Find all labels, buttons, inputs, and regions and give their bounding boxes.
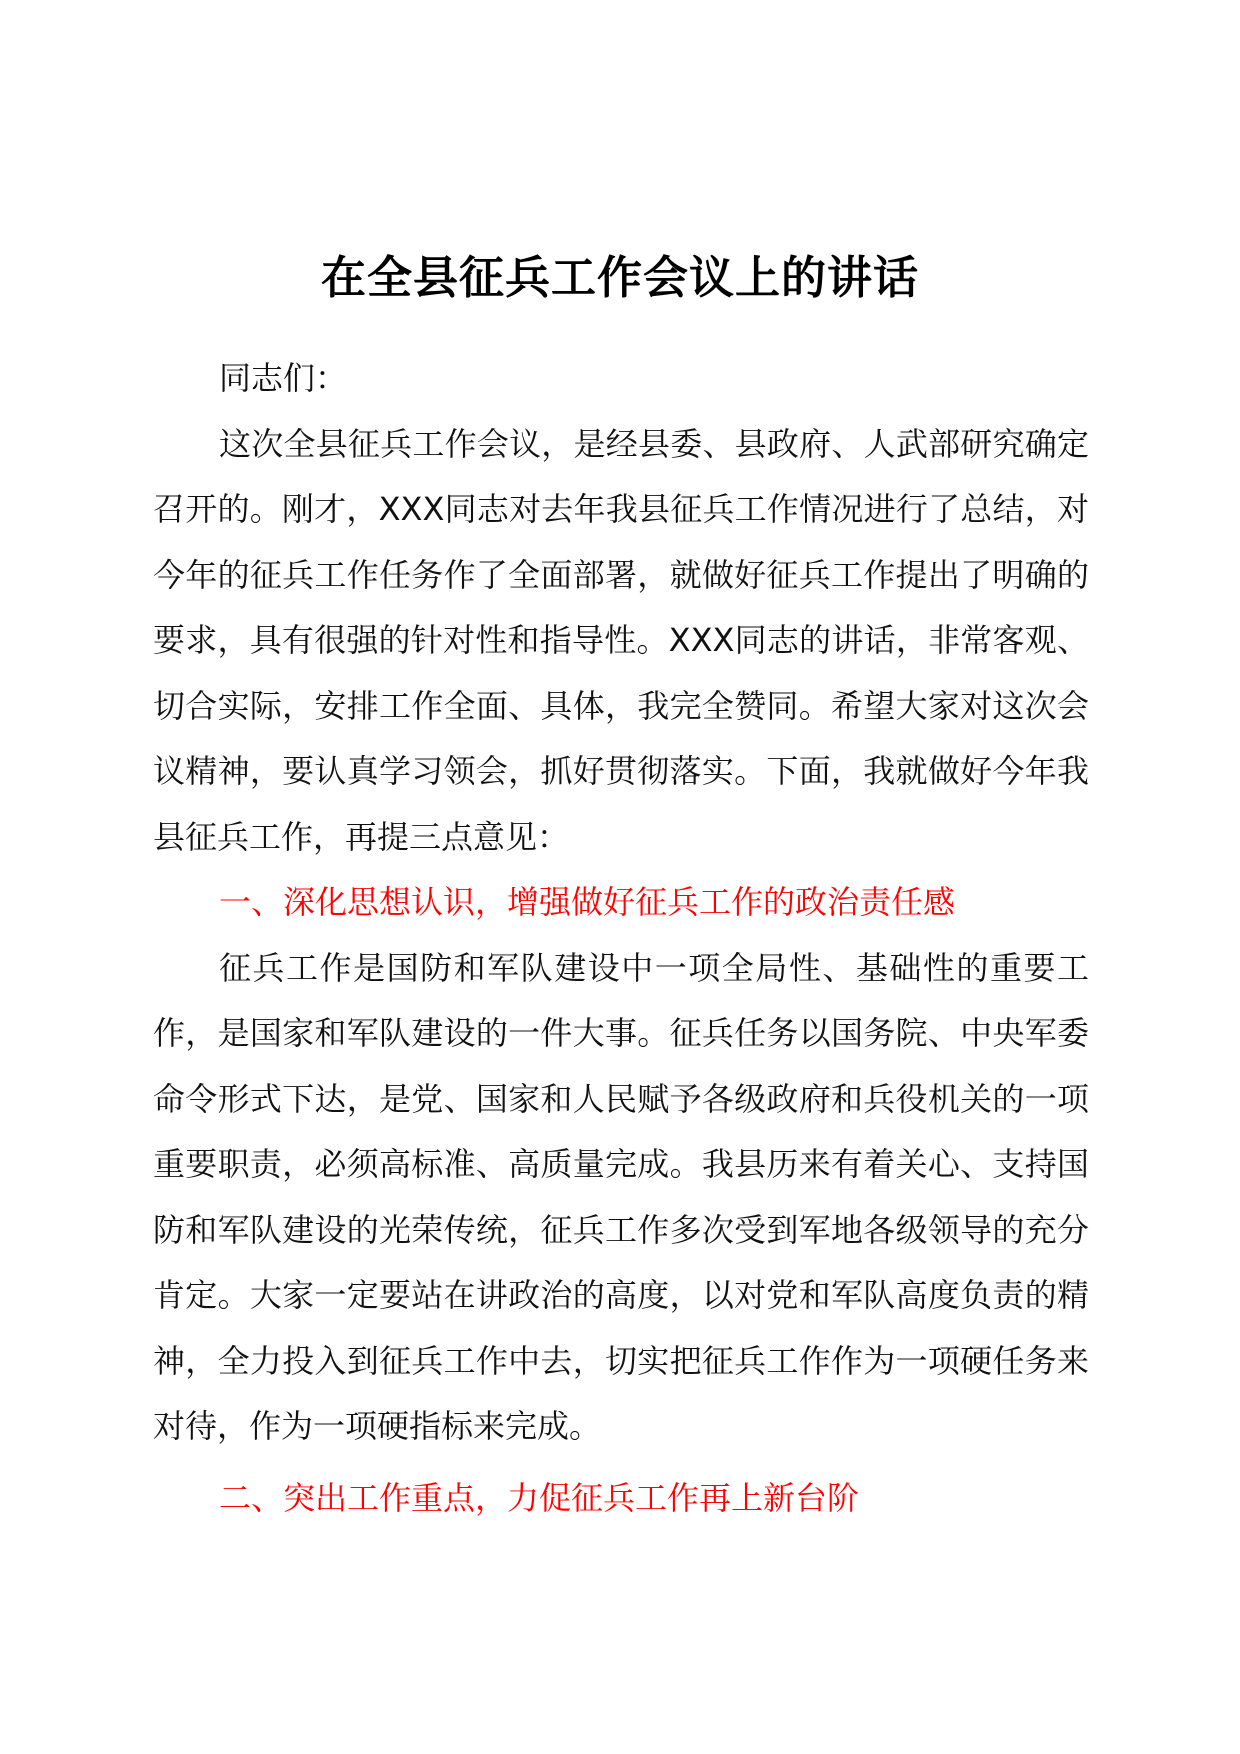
section-heading-1: 一、深化思想认识，增强做好征兵工作的政治责任感	[219, 883, 956, 921]
document-title: 在全县征兵工作会议上的讲话	[320, 251, 919, 304]
intro-paragraph: 这次全县征兵工作会议，是经县委、县政府、人武部研究确定召开的。刚才，XXX同志对去年我县征兵工作情况进行了总结，对今年的征兵工作任务作了全面部署，就做好征兵工作提出了明确的要求，具有很强的针对性和指导性。XXX同志的讲话，非常客观、切合实际，安排工作全面、具体，我完全赞同。希望大家对这次会议精神，要认真学习领会，抓好贯彻落实。下面，我就做好今年我县征兵工作，再提三点意见：	[153, 424, 1089, 856]
section-heading-2: 二、突出工作重点，力促征兵工作再上新台阶	[219, 1478, 860, 1517]
document-body	[153, 346, 1089, 1531]
salutation: 同志们：	[219, 359, 348, 397]
section-1-paragraph: 征兵工作是国防和军队建设中一项全局性、基础性的重要工作，是国家和军队建设的一件大事。征兵任务以国务院、中央军委命令形式下达，是党、国家和人民赋予各级政府和兵役机关的一项重要职责，必须高标准、高质量完成。我县历来有着关心、支持国防和军队建设的光荣传统，征兵工作多次受到军地各级领导的充分肯定。大家一定要站在讲政治的高度，以对党和军队高度负责的精神，全力投入到征兵工作中去，切实把征兵工作作为一项硬任务来对待，作为一项硬指标来完成。	[153, 948, 1089, 1445]
